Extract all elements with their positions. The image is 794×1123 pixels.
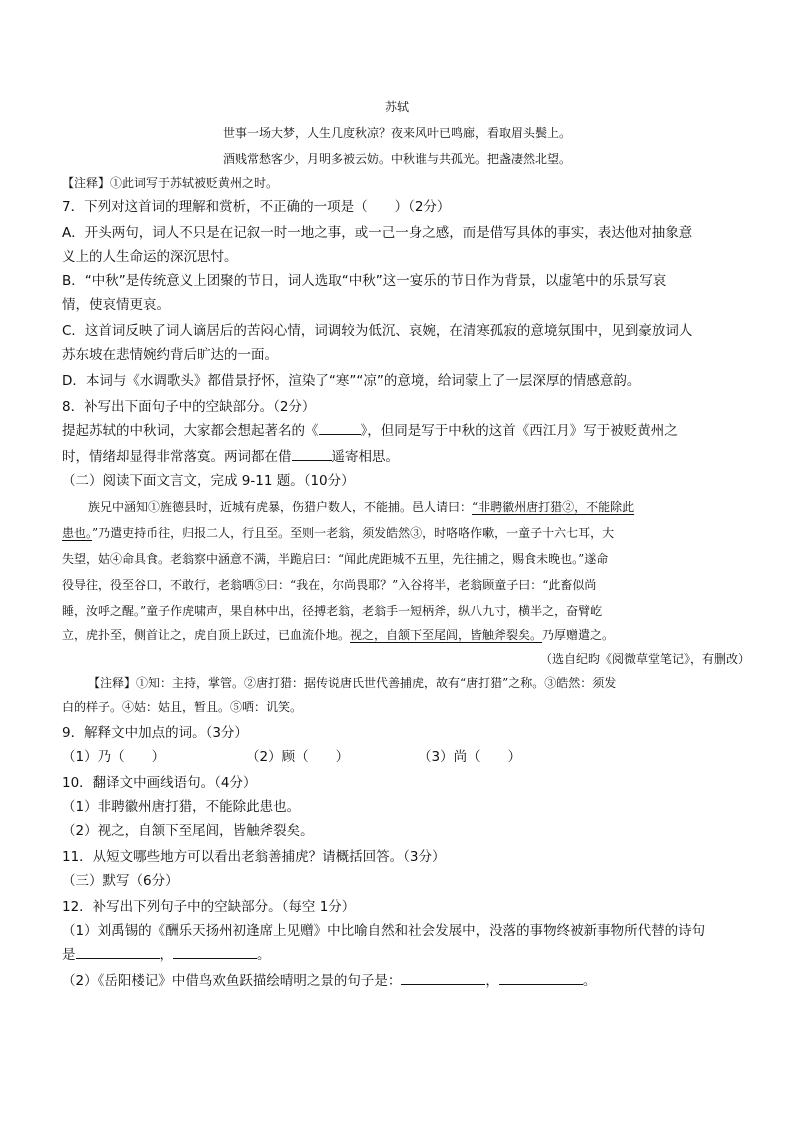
passage-note: 白的样子。④姑：姑且，暂且。⑤哂：讥笑。 xyxy=(62,700,303,714)
q8-text: 》，但同是写于中秋的这首《西江月》写于被贬黄州之 xyxy=(360,423,678,439)
question-8-line xyxy=(62,446,399,468)
q8-text: 时，情绪却显得非常落寞。两词都在借 xyxy=(62,449,292,465)
question-11-stem: 11．从短文哪些地方可以看出老翁善捕虎？请概括回答。（3分） xyxy=(62,849,446,865)
underlined-sentence: 视之，自颔下至尾闾，皆触斧裂矣。 xyxy=(350,628,543,642)
option-b-cont: 情，使哀情更哀。 xyxy=(62,297,170,313)
passage-line: 患也。”乃遣吏持币往，归报二人，行且至。至则一老翁，须发皓然③，时咯咯作嗽，一童子十六七耳，大 xyxy=(62,526,615,540)
question-9-item: （1）乃（ ） xyxy=(62,749,166,765)
option-c: C．这首词反映了词人谪居后的苦闷心情，词调较为低沉、哀婉，在清寒孤寂的意境氛围中，见到豪放词人 xyxy=(62,323,693,339)
answer-blank[interactable] xyxy=(499,970,583,985)
option-a-cont: 义上的人生命运的深沉思忖。 xyxy=(62,249,238,265)
answer-blank[interactable] xyxy=(76,944,160,959)
passage-line: 族兄中涵知①旌德县时，近城有虎暴，伤猎户数人，不能捕。邑人请曰：“非聘徽州唐打猎②，不能除此 xyxy=(88,500,635,514)
answer-blank[interactable] xyxy=(292,446,332,461)
passage-line: 睡，汝呼之醒。”童子作虎啸声，果自林中出，径搏老翁，老翁手一短柄斧，纵八九寸，横半之，奋臂屹 xyxy=(62,604,603,618)
underlined-sentence: 患也。 xyxy=(62,526,93,540)
question-10-item: （1）非聘徽州唐打猎，不能除此患也。 xyxy=(62,799,301,815)
option-d: D．本词与《水调歌头》都借景抒怀，渲染了“寒”“凉”的意境，给词蒙上了一层深厚的情感意韵。 xyxy=(62,373,641,389)
passage-source: （选自纪昀《阅微草堂笔记》，有删改） xyxy=(539,652,750,666)
passage-line: 立，虎扑至，侧首让之，虎自顶上跃过，已血流仆地。视之，自颔下至尾闾，皆触斧裂矣。乃厚赠遣之。 xyxy=(62,628,615,642)
option-c-cont: 苏东坡在悲情婉约背后旷达的一面。 xyxy=(62,347,278,363)
section-3-title: （三）默写（6分） xyxy=(62,873,179,889)
option-a: A．开头两句，词人不只是在记叙一时一地之事，或一己一身之感，而是借写具体的事实，表达他对抽象意 xyxy=(62,225,693,241)
underlined-sentence: “非聘徽州唐打猎②，不能除此 xyxy=(472,500,635,514)
poem-line: 酒贱常愁客少，月明多被云妨。中秋谁与共孤光。把盏凄然北望。 xyxy=(222,152,571,166)
question-10-item: （2）视之，自颔下至尾闾，皆触斧裂矣。 xyxy=(62,823,314,839)
q8-text: 遥寄相思。 xyxy=(331,449,399,465)
question-12-stem: 12．补写出下列句子中的空缺部分。（每空 1分） xyxy=(62,899,356,915)
answer-blank[interactable] xyxy=(401,970,485,985)
question-10-stem: 10．翻译文中画线语句。（4分） xyxy=(62,775,257,791)
question-12-item: （2）《岳阳楼记》中借鸟欢鱼跃描绘晴明之景的句子是： ， 。 xyxy=(62,970,596,992)
passage-note: 【注释】①知：主持，掌管。②唐打猎：据传说唐氏世代善捕虎，故有“唐打猎”之称。③皓然：须发 xyxy=(88,676,617,690)
question-7-stem: 7．下列对这首词的理解和赏析，不正确的一项是（ ）（2分） xyxy=(62,199,451,215)
passage-line: 失望，姑④命具食。老翁察中涵意不满，半跪启曰：“闻此虎距城不五里，先往捕之，赐食未晚也。”遂命 xyxy=(62,552,609,566)
q8-text: 提起苏轼的中秋词，大家都会想起著名的《 xyxy=(62,423,319,439)
passage-line: 役导往，役至谷口，不敢行，老翁哂⑤曰：“我在，尔尚畏耶？”入谷将半，老翁顾童子曰：“此畜似尚 xyxy=(62,578,597,592)
poem-note: 【注释】①此词写于苏轼被贬黄州之时。 xyxy=(62,176,279,190)
answer-blank[interactable] xyxy=(319,420,361,435)
question-12-item: （1）刘禹锡的《酬乐天扬州初逢席上见赠》中比喻自然和社会发展中，没落的事物终被新事物所代替的诗句 xyxy=(62,923,706,939)
option-b: B．“中秋”是传统意义上团聚的节日，词人选取“中秋”这一宴乐的节日作为背景，以虚笔中的乐景写哀 xyxy=(62,273,667,289)
question-9-item: （2）顾（ ） xyxy=(246,749,350,765)
question-9-item: （3）尚（ ） xyxy=(418,749,522,765)
question-8-stem: 8．补写出下面句子中的空缺部分。（2分） xyxy=(62,399,316,415)
poem-line: 世事一场大梦，人生几度秋凉？夜来风叶已鸣廊，看取眉头鬓上。 xyxy=(222,126,571,140)
question-12-item-cont: 是 ， 。 xyxy=(62,944,271,966)
question-9-stem: 9．解释文中加点的词。（3分） xyxy=(62,725,248,741)
answer-blank[interactable] xyxy=(173,944,257,959)
question-8-line xyxy=(62,420,678,442)
section-2-title: （二）阅读下面文言文，完成 9-11 题。（10分） xyxy=(62,473,355,489)
poem-author: 苏轼 xyxy=(384,100,409,114)
